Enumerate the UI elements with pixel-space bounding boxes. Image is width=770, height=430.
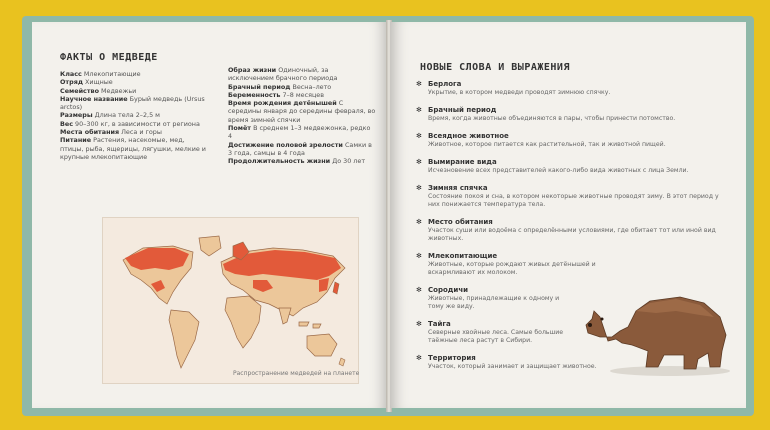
facts-heading: ФАКТЫ О МЕДВЕДЕ [60,52,158,63]
left-page [32,22,388,408]
term-title: Брачный период [428,106,497,114]
term-title: Место обитания [428,218,493,226]
fact-mating-season: Брачный период Весна–лето [228,82,332,91]
glossary-term [416,320,578,345]
fact-order: Отряд Хищные [60,78,113,87]
paw-icon: ✻ [416,354,422,362]
glossary-term [416,158,728,175]
term-title: Сородичи [428,286,469,294]
fact-lifestyle: Образ жизни Одиночный, за исключением брачного периода [228,66,338,83]
term-definition: Исчезновение всех представителей какого-либо вида животных с лица Земли. [428,167,689,174]
term-title: Зимняя спячка [428,184,488,192]
brown-bear-illustration [580,267,740,377]
world-map [102,217,359,384]
term-definition: Животные, принадлежащие к одному и тому же виду. [428,295,560,310]
term-title: Территория [428,354,476,362]
term-definition: Участок, который занимает и защищает животное. [428,363,597,370]
term-definition: Животное, которое питается как растительной, так и животной пищей. [428,141,666,148]
term-title: Вымирание вида [428,158,497,166]
term-definition: Участок суши или водоёма с определёнными условиями, где обитает тот или иной вид животных. [428,227,716,242]
fact-family: Семейство Медвежьи [60,86,137,95]
paw-icon: ✻ [416,158,422,166]
glossary-term [416,218,728,243]
fact-diet: Питание Растения, насекомые, мед, птицы, рыба, ящерицы, лягушки, мелкие и крупные млекопитающие [60,136,206,161]
term-title: Берлога [428,80,462,88]
term-definition: Северные хвойные леса. Самые большие таёжные леса растут в Сибири. [428,329,564,344]
world-map-illustration [103,218,358,383]
paw-icon: ✻ [416,132,422,140]
fact-size: Размеры Длина тела 2–2,5 м [60,111,160,120]
glossary-heading: НОВЫЕ СЛОВА И ВЫРАЖЕНИЯ [420,62,570,73]
paw-icon: ✻ [416,184,422,192]
facts-column-1 [60,70,210,161]
glossary-term [416,80,728,97]
paw-icon: ✻ [416,218,422,226]
glossary-term [416,252,598,277]
term-title: Тайга [428,320,451,328]
fact-class: Класс Млекопитающие [60,70,141,78]
term-definition: Время, когда животные объединяются в пары, чтобы принести потомство. [428,115,676,122]
glossary-term [416,184,728,209]
term-title: Млекопитающие [428,252,498,260]
paw-icon: ✻ [416,252,422,260]
fact-lifespan: Продолжительность жизни До 30 лет [228,157,366,166]
glossary-term [416,132,728,149]
facts-column-2 [228,66,376,166]
fact-habitat: Места обитания Леса и горы [60,128,162,137]
paw-icon: ✻ [416,286,422,294]
paw-icon: ✻ [416,320,422,328]
fact-maturity: Достижение половой зрелости Самки в 3 года, самцы в 4 года [228,140,372,157]
paw-icon: ✻ [416,106,422,114]
glossary-term [416,106,728,123]
term-definition: Животные, которые рождают живых детёнышей и вскармливают их молоком. [428,261,596,276]
term-definition: Состояние покоя и сна, в котором некоторые животные проводят зиму. В этот период у них понижается температура тела. [428,193,719,208]
map-caption: Распространение медведей на планете [233,370,360,377]
fact-litter: Помёт В среднем 1–3 медвежонка, редко 4 [228,124,371,141]
fact-scientific-name: Научное название Бурый медведь (Ursus arctos) [60,94,205,112]
fact-weight: Вес 90–300 кг, в зависимости от региона [60,119,200,128]
right-page [390,22,746,408]
paw-icon: ✻ [416,80,422,88]
term-definition: Укрытие, в котором медведи проводят зимнюю спячку. [428,89,611,96]
glossary-term [416,286,568,311]
fact-pregnancy: Беременность 7–8 месяцев [228,90,325,99]
term-title: Всеядное животное [428,132,509,140]
fact-birth-time: Время рождения детёнышей С середины января до середины февраля, во время зимней спячки [228,99,376,124]
